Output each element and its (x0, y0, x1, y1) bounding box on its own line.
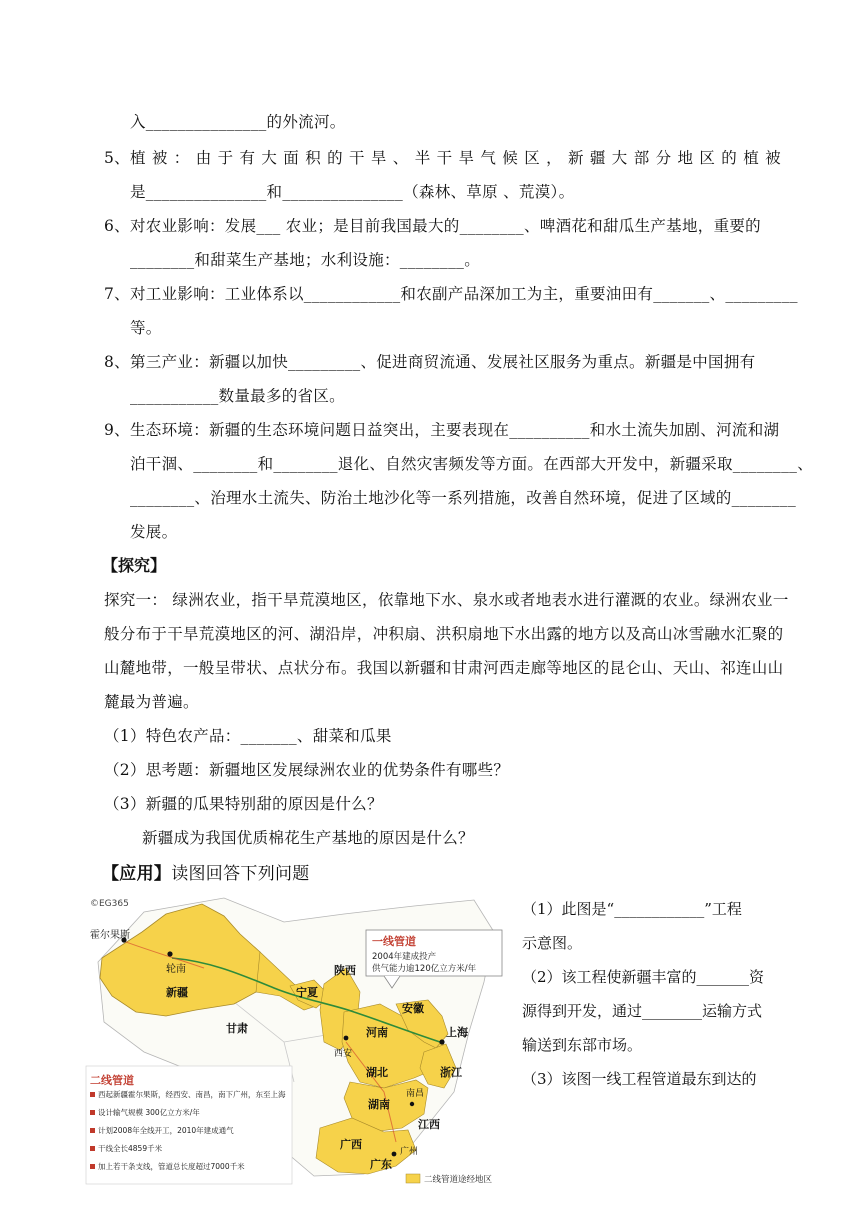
apply-question-2-cont: 源得到开发，通过________运输方式 (522, 1002, 763, 1020)
item-9-number: 9、 (104, 421, 130, 439)
explore-paragraph-line-1: 探究一： 绿洲农业，指干旱荒漠地区，依靠地下水、泉水或者地表水进行灌溉的农业。绿洲农业一 (104, 591, 789, 609)
label-jiangxi: 江西 (418, 1118, 440, 1131)
legend-item-2: 设计输气规模 300亿立方米/年 (98, 1108, 200, 1117)
label-nanchang: 南昌 (406, 1089, 425, 1099)
item-5-number: 5、 (104, 149, 130, 167)
legend-title: 二线管道 (90, 1074, 134, 1087)
item-5-text (130, 146, 788, 168)
explore-heading: 【探究】 (102, 556, 167, 575)
label-guangxi: 广西 (340, 1138, 362, 1151)
label-guangdong: 广东 (370, 1158, 392, 1171)
item-7-number: 7、 (104, 285, 130, 303)
line-1: 入_______________的外流河。 (130, 113, 346, 131)
city-point-lunnan (167, 951, 172, 956)
item-9-continued-3: 发展。 (130, 523, 178, 541)
legend-item-4: 干线全长4859千米 (98, 1144, 163, 1153)
label-huoerguosi: 霍尔果斯 (90, 930, 130, 941)
callout-title: 一线管道 (372, 935, 416, 948)
label-lunnan: 轮南 (166, 964, 186, 975)
apply-heading-bracket: 【应用】 (102, 864, 172, 884)
item-8-continued: ___________数量最多的省区。 (130, 387, 345, 405)
label-hunan: 湖南 (368, 1098, 390, 1111)
item-8-number: 8、 (104, 353, 130, 371)
explore-question-3: （3）新疆的瓜果特别甜的原因是什么？ (104, 795, 383, 813)
label-zhejiang: 浙江 (440, 1066, 462, 1079)
city-point-shanghai (439, 1039, 444, 1044)
item-5-label: 植被：由于有大面积的干旱、半干旱气候区，新疆大部分地区的植被 (130, 149, 788, 167)
explore-paragraph-line-4: 麓最为普遍。 (104, 693, 199, 711)
apply-question-1: （1）此图是“____________”工程 (522, 900, 742, 918)
explore-question-1: （1）特色农产品：_______、甜菜和瓜果 (104, 727, 392, 745)
item-7-text: 对工业影响：工业体系以____________和农副产品深加工为主，重要油田有_______、_________ (130, 285, 798, 303)
apply-question-2: （2）该工程使新疆丰富的_______资 (522, 968, 765, 986)
item-9-continued-2: ________、治理水土流失、防治土地沙化等一系列措施，改善自然环境，促进了区域的________ (130, 489, 797, 507)
label-anhui: 安徽 (402, 1002, 424, 1015)
label-shanghai: 上海 (446, 1026, 468, 1039)
label-henan: 河南 (366, 1026, 388, 1039)
callout-line-1: 2004年建成投产 (372, 952, 437, 962)
item-6-text: 对农业影响：发展___ 农业；是目前我国最大的________、啤酒花和甜瓜生产基地，重要的 (130, 217, 761, 235)
explore-question-2: （2）思考题：新疆地区发展绿洲农业的优势条件有哪些？ (104, 761, 510, 779)
map-watermark: ©EG365 (90, 899, 129, 909)
explore-paragraph-line-2: 般分布于干旱荒漠地区的河、湖沿岸，冲积扇、洪积扇地下水出露的地方以及高山冰雪融水汇聚的 (104, 625, 784, 643)
item-8-text: 第三产业：新疆以加快_________、促进商贸流通、发展社区服务为重点。新疆是中国拥有 (130, 353, 756, 371)
callout-line-2: 供气能力逾120亿立方米/年 (372, 964, 477, 974)
label-shaanxi: 陕西 (334, 964, 356, 977)
pipeline-map (84, 892, 508, 1188)
label-gansu: 甘肃 (226, 1022, 248, 1035)
item-6-continued: ________和甜菜生产基地；水利设施：________。 (130, 251, 481, 269)
city-point-xian (344, 1036, 349, 1041)
legend-swatch (406, 1174, 420, 1183)
apply-question-3: （3）该图一线工程管道最东到达的 (522, 1070, 757, 1088)
legend-item-3: 计划2008年全线开工，2010年建成通气 (98, 1126, 234, 1135)
label-guangzhou: 广州 (400, 1147, 419, 1157)
item-9-continued-1: 泊干涸、________和________退化、自然灾害频发等方面。在西部大开发中，新疆采取________、 (130, 455, 814, 473)
label-hubei: 湖北 (366, 1066, 388, 1079)
apply-heading (102, 859, 310, 884)
label-xinjiang: 新疆 (166, 986, 188, 999)
legend-item-5: 加上若干条支线，管道总长度超过7000千米 (98, 1162, 245, 1171)
label-xian: 西安 (334, 1049, 353, 1059)
item-6-number: 6、 (104, 217, 130, 235)
legend-item-1: 西起新疆霍尔果斯，经西安、南昌，南下广州，东至上海 (98, 1090, 286, 1099)
apply-question-1-cont: 示意图。 (522, 934, 583, 952)
explore-paragraph-line-3: 山麓地带，一般呈带状、点状分布。我国以新疆和甘肃河西走廊等地区的昆仑山、天山、祁连山山 (104, 659, 784, 677)
apply-question-2-cont-2: 输送到东部市场。 (522, 1036, 643, 1054)
city-point-guangzhou (392, 1152, 397, 1157)
explore-question-4: 新疆成为我国优质棉花生产基地的原因是什么？ (142, 829, 474, 847)
item-7-continued: 等。 (130, 319, 162, 337)
item-5-continued: 是_______________和_______________（森林、草原 、荒漠）。 (130, 183, 575, 201)
item-9-text: 生态环境：新疆的生态环境问题日益突出，主要表现在__________和水土流失加剧、河流和湖 (130, 421, 780, 439)
apply-heading-text: 读图回答下列问题 (171, 864, 310, 884)
city-point-nanchang (410, 1102, 414, 1106)
label-ningxia: 宁夏 (296, 986, 318, 999)
legend-swatch-label: 二线管道途经地区 (424, 1175, 493, 1185)
